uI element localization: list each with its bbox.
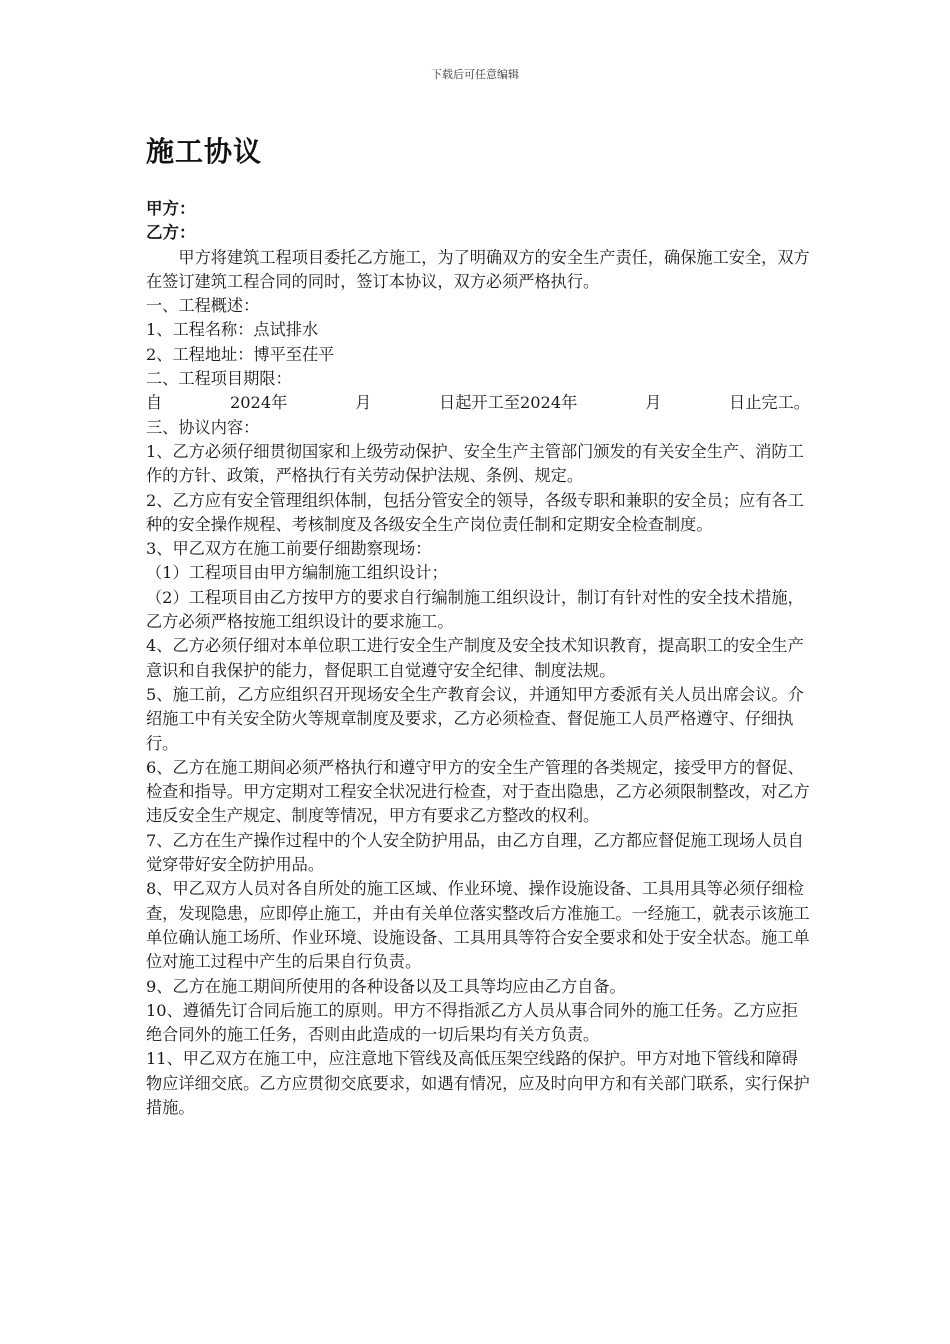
clause-11: 11、甲乙双方在施工中，应注意地下管线及高低压架空线路的保护。甲方对地下管线和障碍物应详细交底。乙方应贯彻交底要求，如遇有情况，应及时向甲方和有关部门联系，实行保护措施。: [146, 1049, 810, 1117]
header-note: 下载后可任意编辑: [431, 68, 519, 81]
period-start-month: 月: [355, 393, 372, 413]
section-heading-overview: 一、工程概述：: [146, 296, 260, 316]
clause-4: 4、乙方必须仔细对本单位职工进行安全生产制度及安全技术知识教育，提高职工的安全生产意识和自我保护的能力，督促职工自觉遵守安全纪律、制度法规。: [146, 636, 804, 680]
clause-3-item-2: （2）工程项目由乙方按甲方的要求自行编制施工组织设计，制订有针对性的安全技术措施，乙方必须严格按施工组织设计的要求施工。: [146, 587, 804, 632]
document-title: 施工协议: [146, 135, 263, 168]
period-from: 自: [146, 393, 163, 413]
clause-7: 7、乙方在生产操作过程中的个人安全防护用品，由乙方自理，乙方都应督促施工现场人员自觉穿带好安全防护用品。: [146, 830, 804, 875]
period-line: [146, 391, 810, 415]
section-heading-content: 三、协议内容：: [146, 417, 260, 437]
section-heading-period: 二、工程项目期限：: [146, 369, 292, 389]
clause-10: 10、遵循先订合同后施工的原则。甲方不得指派乙方人员从事合同外的施工任务。乙方应拒绝合同外的施工任务，否则由此造成的一切后果均有关方负责。: [146, 1000, 798, 1045]
party-b-label: 乙方：: [146, 223, 196, 243]
period-end-day: 日止完工。: [729, 393, 810, 413]
party-a-label: 甲方：: [146, 199, 196, 218]
period-start-day: 日起开工至2024年: [439, 393, 578, 413]
project-name: 1、工程名称：点试排水: [146, 320, 319, 340]
period-end-month: 月: [645, 393, 662, 413]
clause-3: 3、甲乙双方在施工前要仔细勘察现场：: [146, 539, 432, 559]
clause-1: 1、乙方必须仔细贯彻国家和上级劳动保护、安全生产主管部门颁发的有关安全生产、消防工作的方针、政策，严格执行有关劳动保护法规、条例、规定。: [146, 441, 804, 486]
clause-3-item-1: （1）工程项目由甲方编制施工组织设计；: [146, 563, 448, 583]
intro-paragraph: 甲方将建筑工程项目委托乙方施工，为了明确双方的安全生产责任，确保施工安全，双方在签订建筑工程合同的同时，签订本协议，双方必须严格执行。: [146, 247, 810, 291]
clause-5: 5、施工前，乙方应组织召开现场安全生产教育会议，并通知甲方委派有关人员出席会议。介绍施工中有关安全防火等规章制度及要求，乙方必须检查、督促施工人员严格遵守、仔细执行。: [146, 684, 804, 753]
clause-6: 6、乙方在施工期间必须严格执行和遵守甲方的安全生产管理的各类规定，接受甲方的督促、检查和指导。甲方定期对工程安全状况进行检查，对于查出隐患，乙方必须限制整改，对乙方违反安全生产规定、制度等情况，甲方有要求乙方整改的权利。: [146, 757, 810, 826]
clause-2: 2、乙方应有安全管理组织体制，包括分管安全的领导，各级专职和兼职的安全员；应有各工种的安全操作规程、考核制度及各级安全生产岗位责任制和定期安全检查制度。: [146, 490, 804, 534]
period-start-year: 2024年: [229, 393, 288, 413]
document-body: [146, 197, 810, 1120]
clause-9: 9、乙方在施工期间所使用的各种设备以及工具等均应由乙方自备。: [146, 976, 626, 996]
clause-8: 8、甲乙双方人员对各自所处的施工区域、作业环境、操作设施设备、工具用具等必须仔细检查，发现隐患，应即停止施工，并由有关单位落实整改后方准施工。一经施工，就表示该施工单位确认施工场所、作业环境、设施设备、工具用具等符合安全要求和处于安全状态。施工单位对施工过程中产生的后果自行负责。: [146, 879, 810, 972]
project-address: 2、工程地址：博平至茌平: [146, 344, 335, 364]
